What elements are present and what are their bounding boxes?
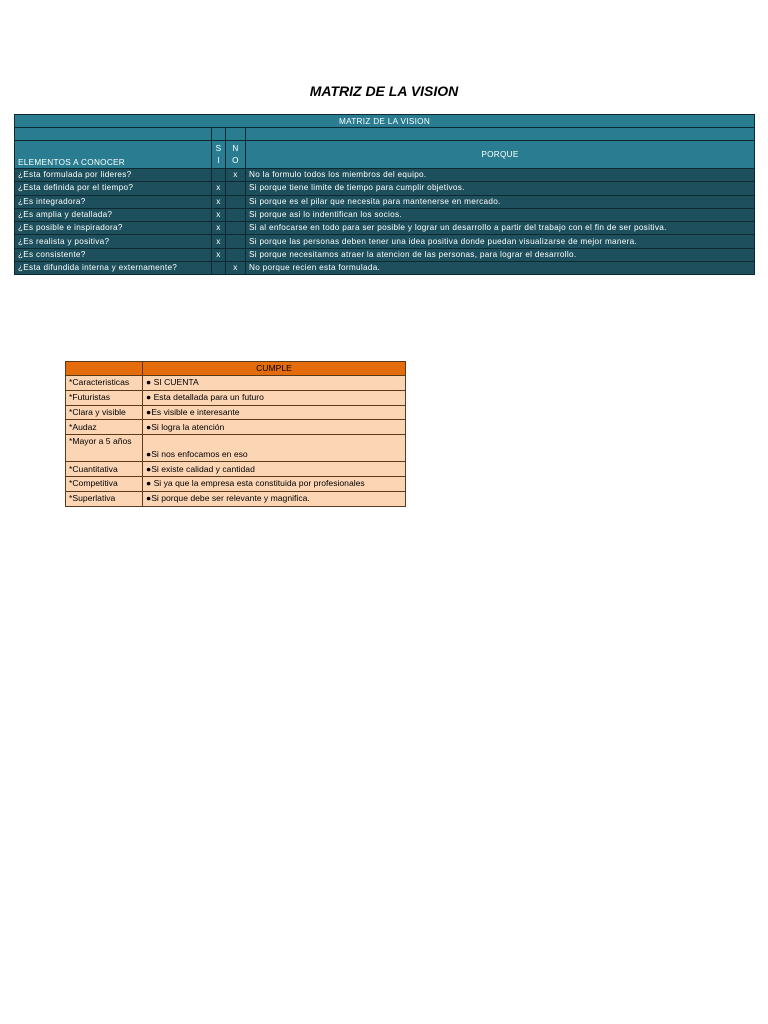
matrix-header-row xyxy=(15,141,755,169)
porque-cell: Si porque necesitamos atraer la atencion de las personas, para lograr el desarrollo. xyxy=(246,248,755,261)
si-mark: x xyxy=(212,248,226,261)
matrix-title: MATRIZ DE LA VISION xyxy=(15,115,755,128)
criterion-cell: *Competitiva xyxy=(66,476,143,491)
cumple-header-row xyxy=(66,362,406,376)
cumple-row xyxy=(66,435,406,462)
question-cell: ¿Es consistente? xyxy=(15,248,212,261)
criterion-cell: *Clara y visible xyxy=(66,405,143,420)
cumple-row xyxy=(66,491,406,506)
cumple-value-cell: ●Si logra la atención xyxy=(143,420,406,435)
matrix-row xyxy=(15,235,755,248)
porque-cell: Si porque asi lo indentifican los socios. xyxy=(246,208,755,221)
header-no: N O xyxy=(226,141,246,169)
porque-cell: Si al enfocarse en todo para ser posible y lograr un desarrollo a partir del trabajo con el fin de ser positiva. xyxy=(246,222,755,235)
porque-cell: Si porque tiene limite de tiempo para cumplir objetivos. xyxy=(246,182,755,195)
no-mark: x xyxy=(226,262,246,275)
question-cell: ¿Es realista y positiva? xyxy=(15,235,212,248)
cumple-table xyxy=(65,361,406,507)
porque-cell: Si porque es el pilar que necesita para mantenerse en mercado. xyxy=(246,195,755,208)
cumple-row xyxy=(66,420,406,435)
porque-cell: No porque recien esta formulada. xyxy=(246,262,755,275)
header-elementos: ELEMENTOS A CONOCER xyxy=(15,141,212,169)
matrix-row xyxy=(15,182,755,195)
no-mark xyxy=(226,222,246,235)
question-cell: ¿Esta difundida interna y externamente? xyxy=(15,262,212,275)
matrix-row xyxy=(15,262,755,275)
question-cell: ¿Esta formulada por lideres? xyxy=(15,169,212,182)
cumple-value-cell: ● SI CUENTA xyxy=(143,376,406,391)
matrix-row xyxy=(15,169,755,182)
header-porque: PORQUE xyxy=(246,141,755,169)
cumple-row xyxy=(66,376,406,391)
si-mark: x xyxy=(212,182,226,195)
matrix-row xyxy=(15,248,755,261)
criterion-cell: *Futuristas xyxy=(66,390,143,405)
vision-matrix-table xyxy=(14,114,755,275)
si-mark: x xyxy=(212,235,226,248)
si-mark: x xyxy=(212,208,226,221)
si-mark xyxy=(212,262,226,275)
cumple-row xyxy=(66,390,406,405)
cumple-value-cell: ●Si porque debe ser relevante y magnifica. xyxy=(143,491,406,506)
matrix-title-row xyxy=(15,115,755,128)
matrix-row xyxy=(15,222,755,235)
no-mark: x xyxy=(226,169,246,182)
criterion-cell: *Superlativa xyxy=(66,491,143,506)
cumple-value-cell: ●Si existe calidad y cantidad xyxy=(143,462,406,477)
matrix-row xyxy=(15,195,755,208)
cumple-row xyxy=(66,476,406,491)
question-cell: ¿Esta definida por el tiempo? xyxy=(15,182,212,195)
cumple-row xyxy=(66,405,406,420)
cumple-row xyxy=(66,462,406,477)
criterion-cell: *Mayor a 5 años xyxy=(66,435,143,462)
no-mark xyxy=(226,195,246,208)
cumple-value-cell: ●Es visible e interesante xyxy=(143,405,406,420)
question-cell: ¿Es integradora? xyxy=(15,195,212,208)
no-mark xyxy=(226,248,246,261)
si-mark: x xyxy=(212,222,226,235)
question-cell: ¿Es posible e inspiradora? xyxy=(15,222,212,235)
criterion-cell: *Cuantitativa xyxy=(66,462,143,477)
criterion-cell: *Audaz xyxy=(66,420,143,435)
criterion-cell: *Caracteristicas xyxy=(66,376,143,391)
question-cell: ¿Es amplia y detallada? xyxy=(15,208,212,221)
si-mark: x xyxy=(212,195,226,208)
cumple-value-cell: ● Esta detallada para un futuro xyxy=(143,390,406,405)
cumple-header: CUMPLE xyxy=(143,362,406,376)
si-mark xyxy=(212,169,226,182)
matrix-blank-row xyxy=(15,128,755,141)
no-mark xyxy=(226,235,246,248)
header-si: S I xyxy=(212,141,226,169)
page-title: MATRIZ DE LA VISION xyxy=(309,83,459,99)
porque-cell: No la formulo todos los miembros del equipo. xyxy=(246,169,755,182)
no-mark xyxy=(226,182,246,195)
cumple-value-cell: ● Si ya que la empresa esta constituida por profesionales xyxy=(143,476,406,491)
porque-cell: Si porque las personas deben tener una idea positiva donde puedan visualizarse de mejor manera. xyxy=(246,235,755,248)
matrix-row xyxy=(15,208,755,221)
no-mark xyxy=(226,208,246,221)
cumple-value-cell: ●Si nos enfocamos en eso xyxy=(143,435,406,462)
